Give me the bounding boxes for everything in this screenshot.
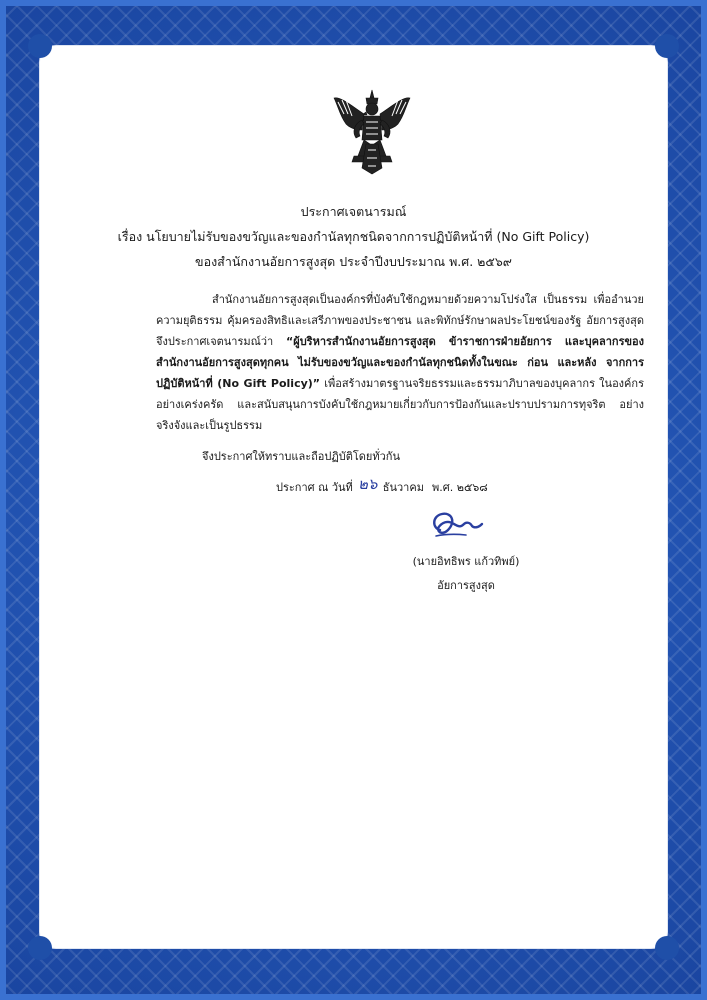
notice-line: จึงประกาศให้ทราบและถือปฏิบัติโดยทั่วกัน [202, 450, 400, 463]
date-prefix: ประกาศ ณ วันที่ [276, 481, 353, 494]
date-day: ๒๖ [358, 475, 378, 493]
document-title: ประกาศเจตนารมณ์ [300, 204, 407, 219]
policy-statement: “ผู้บริหารสำนักงานอัยการสูงสุด ข้าราชการฝ่ายอัยการ และบุคลากรของสำนักงานอัยการสูงสุดทุกคน ไม่รับของขวัญและของกำนัลทุกชนิดทั้งในขณะ ก่อน และหลัง จากการปฏิบัติหน้าที่ (No Gift Policy)” [156, 335, 644, 390]
corner-notch [655, 936, 679, 960]
date-month: ธันวาคม [382, 481, 424, 494]
date-line [276, 474, 488, 498]
corner-notch [28, 936, 52, 960]
handwritten-signature [426, 508, 486, 542]
corner-notch [655, 34, 679, 58]
document-subject: เรื่อง นโยบายไม่รับของขวัญและของกำนัลทุกชนิดจากการปฏิบัติหน้าที่ (No Gift Policy) [117, 229, 590, 244]
signer-name: (นายอิทธิพร แก้วทิพย์) [412, 555, 520, 568]
signer-position: อัยการสูงสุด [437, 579, 495, 592]
document-sheet [40, 46, 667, 948]
date-year: พ.ศ. ๒๕๖๘ [431, 481, 488, 494]
body-text-part2: เพื่อสร้างมาตรฐานจริยธรรมและธรรมาภิบาลของบุคลากร ในองค์กรอย่างเคร่งครัด และสนับสนุนการบังคับใช้กฎหมายเกี่ยวกับการป้องกันและปราบปรามการทุจริต อย่างจริงจังและเป็นรูปธรรม [156, 377, 644, 432]
document-agency: ของสำนักงานอัยการสูงสุด ประจำปีงบประมาณ พ.ศ. ๒๕๖๙ [195, 254, 512, 269]
body-text-part1: สำนักงานอัยการสูงสุดเป็นองค์กรที่บังคับใช้กฎหมายด้วยความโปร่งใส เป็นธรรม เพื่ออำนวยความยุติธรรม คุ้มครองสิทธิและเสรีภาพของประชาชน และพิทักษ์รักษาผลประโยชน์ของรัฐ อัยการสูงสุดจึงประกาศเจตนารมณ์ว่า [156, 293, 644, 348]
garuda-emblem-icon [330, 88, 414, 178]
body-paragraph [156, 289, 644, 436]
corner-notch [28, 34, 52, 58]
